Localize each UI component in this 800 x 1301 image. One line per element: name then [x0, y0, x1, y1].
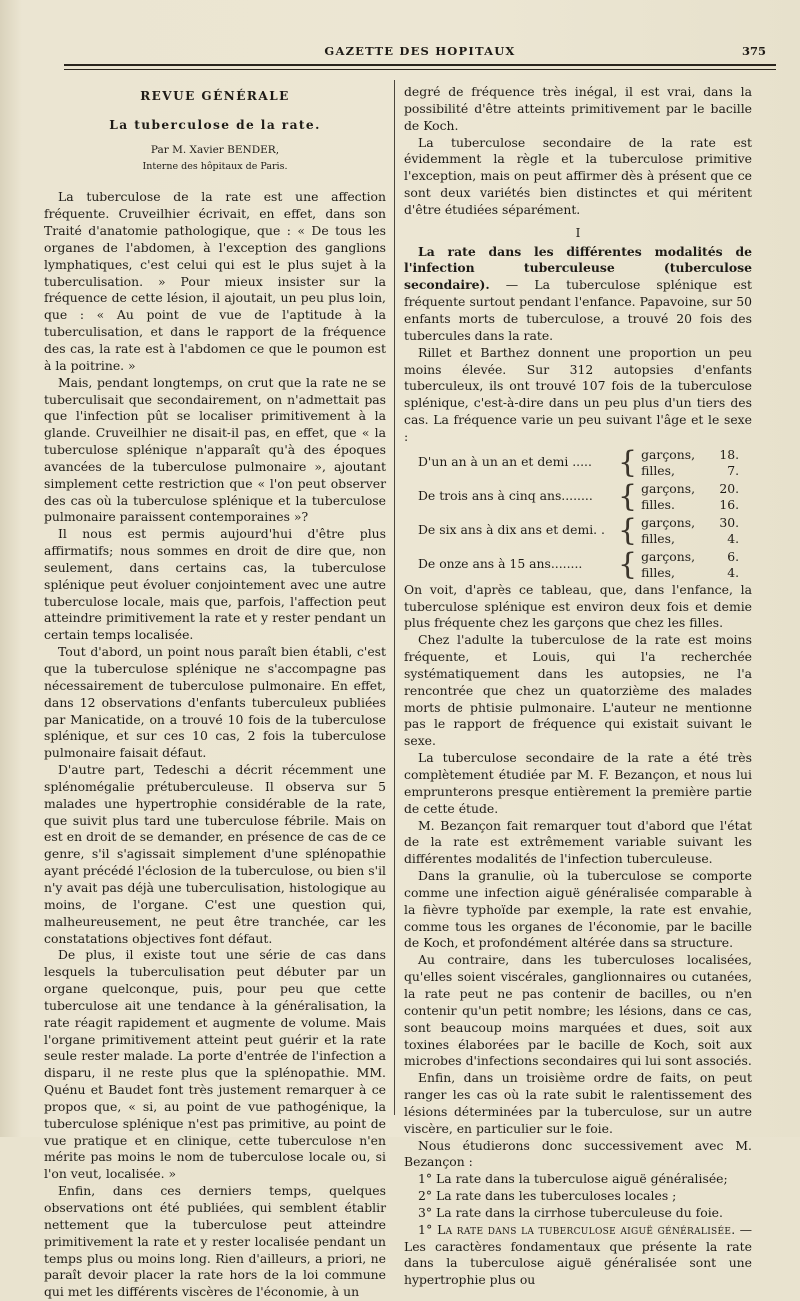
paragraph: Il nous est permis aujourd'hui d'être plus affirmatifs; nous sommes en droit de dire que, non seulement, dans certains cas, la tuberculose splénique peut évoluer conjointement avec une autre tuberculose locale, mais que, parfois, l'affection peut atteindre primitivement la rate et y rester pendant un certain temps localisée.: [44, 526, 386, 643]
count-value: 16.: [719, 496, 740, 512]
list-item: 3° La rate dans la cirrhose tuberculeuse du foie.: [418, 1204, 723, 1220]
paragraph: On voit, d'après ce tableau, que, dans l'enfance, la tuberculose splénique est environ deux fois et demie plus fréquente chez les garçons que chez les filles.: [404, 581, 752, 631]
paragraph: M. Bezançon fait remarquer tout d'abord que l'état de la rate est extrêmement variable suivant les différentes modalités de l'infection tuberculeuse.: [404, 817, 752, 867]
byline-affiliation: Interne des hôpitaux de Paris.: [142, 160, 288, 172]
brace-icon: {: [618, 478, 638, 514]
paragraph: Enfin, dans un troisième ordre de faits, on peut ranger les cas où la rate subit le ralentissement des lésions déterminées par la tuberculose, sur un autre viscère, en particulier sur le foie.: [404, 1070, 752, 1136]
paragraph: Au contraire, dans les tuberculoses localisées, qu'elles soient viscérales, ganglionnaires ou cutanées, la rate peut ne pas contenir de bacilles, ou n'en contenir qu'un petit nombre; les lésions, dans ce cas, sont beaucoup moins marquées et dues, soit aux toxines élaborées par le bacille de Koch, soit aux microbes d'infections secondaires qui lui sont associés.: [404, 952, 752, 1069]
paragraph: degré de fréquence très inégal, il est vrai, dans la possibilité d'être atteints primitivement par le bacille de Koch.: [404, 84, 752, 133]
count-value: 30.: [719, 514, 740, 530]
sex-label: filles,: [641, 530, 675, 546]
paragraph: Enfin, dans ces derniers temps, quelques observations ont été publiées, qui semblent établir nettement que la tuberculose peut atteindre primitivement la rate et y rester localisée pendant un temps plus ou moins long. Rien d'ailleurs, a priori, ne paraît devoir placer la rate hors de la loi commune qui met les différents viscères de l'économie, à un: [44, 1183, 386, 1300]
table-row: [418, 446, 752, 480]
count-value: 18.: [719, 446, 740, 462]
byline: Par M. Xavier BENDER,: [150, 143, 280, 156]
frequency-table: [404, 446, 752, 582]
list-item: 2° La rate dans les tuberculoses locales ;: [418, 1188, 677, 1204]
brace-icon: {: [618, 546, 638, 582]
paragraph: De plus, il existe tout une série de cas dans lesquels la tuberculisation peut débuter par un organe quelconque, puis, pour peu que cette tuberculose ait une tendance à la généralisation, la rate réagit rapidement et augmente de volume. Mais l'organe primitivement atteint peut guérir et la rate seule rester malade. La porte d'entrée de l'infection a disparu, il ne reste plus que la splénopathie. MM. Quénu et Baudet font très justement remarquer à ce propos que, « si, au point de vue pathogénique, la tuberculose splénique n'est pas primitive, au point de vue pratique et en clinique, cette tuberculose n'en mérite pas moins le nom de tuberculose locale ou, si l'on veut, localisée. »: [44, 947, 386, 1182]
sex-label: garçons,: [641, 480, 696, 496]
age-label: De six ans à dix ans et demi. .: [418, 522, 605, 538]
table-row: [418, 480, 752, 514]
sex-label: garçons,: [641, 548, 696, 564]
header-rule: [64, 64, 776, 70]
sex-label: filles,: [641, 462, 675, 478]
paragraph: Dans la granulie, où la tuberculose se comporte comme une infection aiguë généralisée comparable à la fièvre typhoïde par exemple, la rate est envahie, comme tous les organes de l'économie, par le bacille de Koch, et profondément altérée dans sa structure.: [404, 868, 752, 951]
subsection-paragraph: [404, 1222, 752, 1289]
paragraph: Mais, pendant longtemps, on crut que la rate ne se tuberculisait que secondairement, on n'admettait pas que l'infection pût se localiser primitivement à la glande. Cruveilhier ne disait-il pas, en effet, que « la tuberculose splénique n'apparaît qu'à des époques avancées de la tuberculose pulmonaire », ajoutant simplement cette restriction que « l'on peut observer des cas où la tuberculose splénique et la tuberculose pulmonaire paraissent contemporaines »?: [44, 374, 386, 525]
paragraph: La tuberculose secondaire de la rate est évidemment la règle et la tuberculose primitive l'exception, mais on peut affirmer dès à présent que ce sont deux variétés bien distinctes et qui méritent d'être étudiées séparément.: [404, 134, 752, 217]
sex-label: filles,: [641, 564, 675, 580]
count-value: 20.: [719, 480, 740, 496]
running-head: [60, 44, 780, 64]
sex-label: filles.: [641, 496, 675, 512]
sex-label: garçons,: [641, 446, 696, 462]
table-row: [418, 514, 752, 548]
count-value: 7.: [727, 462, 740, 478]
chapter-text: — La tuberculose splénique est fréquente surtout pendant l'enfance. Papavoine, sur 50 enfants morts de tuberculose, a trouvé 20 fois des tubercules dans la rate.: [404, 277, 752, 343]
count-value: 4.: [727, 530, 740, 546]
paragraph: La tuberculose secondaire de la rate a été très complètement étudiée par M. F. Bezançon, et nous lui emprunterons presque entièrement la première partie de cette étude.: [404, 750, 752, 816]
article-title: La tuberculose de la rate.: [109, 117, 321, 132]
chapter-paragraph: [404, 244, 752, 345]
paragraph: Tout d'abord, un point nous paraît bien établi, c'est que la tuberculose splénique ne s'accompagne pas nécessairement de tuberculose pulmonaire. En effet, dans 12 observations d'enfants tuberculeux publiées par Manicatide, on a trouvé 10 fois de la tuberculose splénique, et sur ces 10 cas, 2 fois la tuberculose pulmonaire faisait défaut.: [44, 644, 386, 761]
subsection-heading: 1° La rate dans la tuberculose aiguë généralisée.: [418, 1221, 736, 1237]
count-value: 6.: [727, 548, 740, 564]
paragraph: Rillet et Barthez donnent une proportion un peu moins élevée. Sur 312 autopsies d'enfants tuberculeux, ils ont trouvé 107 fois de la tuberculose splénique, c'est-à-dire dans un peu plus d'un tiers des cas. La fréquence varie un peu suivant l'âge et le sexe :: [404, 344, 752, 444]
brace-icon: {: [618, 512, 638, 548]
table-row: [418, 548, 752, 582]
age-label: De onze ans à 15 ans........: [418, 556, 583, 572]
paragraph: Chez l'adulte la tuberculose de la rate est moins fréquente, et Louis, qui l'a recherchée systématiquement dans les autopsies, ne l'a rencontrée que chez un quatorzième des malades morts de phtisie pulmonaire. L'auteur ne mentionne pas le rapport de fréquence qui existait suivant le sexe.: [404, 632, 752, 749]
list-item: 1° La rate dans la tuberculose aiguë généralisée;: [418, 1171, 728, 1187]
age-label: D'un an à un an et demi .....: [418, 454, 592, 470]
paragraph: La tuberculose de la rate est une affection fréquente. Cruveilhier écrivait, en effet, dans son Traité d'anatomie pathologique, que : « De tous les organes de l'abdomen, à l'exception des ganglions lymphatiques, c'est celui qui est le plus sujet à la tuberculisation. » Pour mieux insister sur la fréquence de cette lésion, il ajoutait, un peu plus loin, que : « Au point de vue de l'aptitude à la tuberculisation, et dans le rapport de la fréquence des cas, la rate est à l'abdomen ce que le poumon est à la poitrine. »: [44, 189, 386, 373]
paragraph: D'autre part, Tedeschi a décrit récemment une splénomégalie prétuberculeuse. Il observa sur 5 malades une hypertrophie considérable de la rate, que suivit plus tard une tuberculose fébrile. Mais on est en droit de se demander, en présence de cas de ce genre, s'il s'agissait simplement d'une splénopathie ayant précédé l'éclosion de la tuberculose, ou bien s'il n'y avait pas déjà une tuberculisation, histologique au moins, de l'organe. C'est une question qui, malheureusement, ne peut être tranchée, car les constatations objectives font défaut.: [44, 762, 386, 946]
section-heading: REVUE GÉNÉRALE: [140, 89, 290, 103]
paragraph: Nous étudierons donc successivement avec M. Bezançon :: [404, 1137, 752, 1170]
sex-label: garçons,: [641, 514, 696, 530]
journal-title: GAZETTE DES HOPITAUX: [324, 44, 516, 58]
brace-icon: {: [618, 444, 638, 480]
subsection-text: — Les caractères fondamentaux que présente la rate dans la tuberculose aiguë généralisée sont une hypertrophie plus ou: [404, 1221, 752, 1288]
age-label: De trois ans à cinq ans........: [418, 488, 593, 504]
chapter-heading: La rate dans les différentes modalités de l'infection tuberculeuse (tuberculose secondaire).: [404, 243, 752, 293]
left-column: [44, 84, 386, 1301]
page-number: 375: [741, 44, 766, 58]
column-divider: [394, 80, 395, 1115]
count-value: 4.: [727, 564, 740, 580]
right-column: [404, 84, 752, 1289]
chapter-number: I: [575, 225, 581, 240]
